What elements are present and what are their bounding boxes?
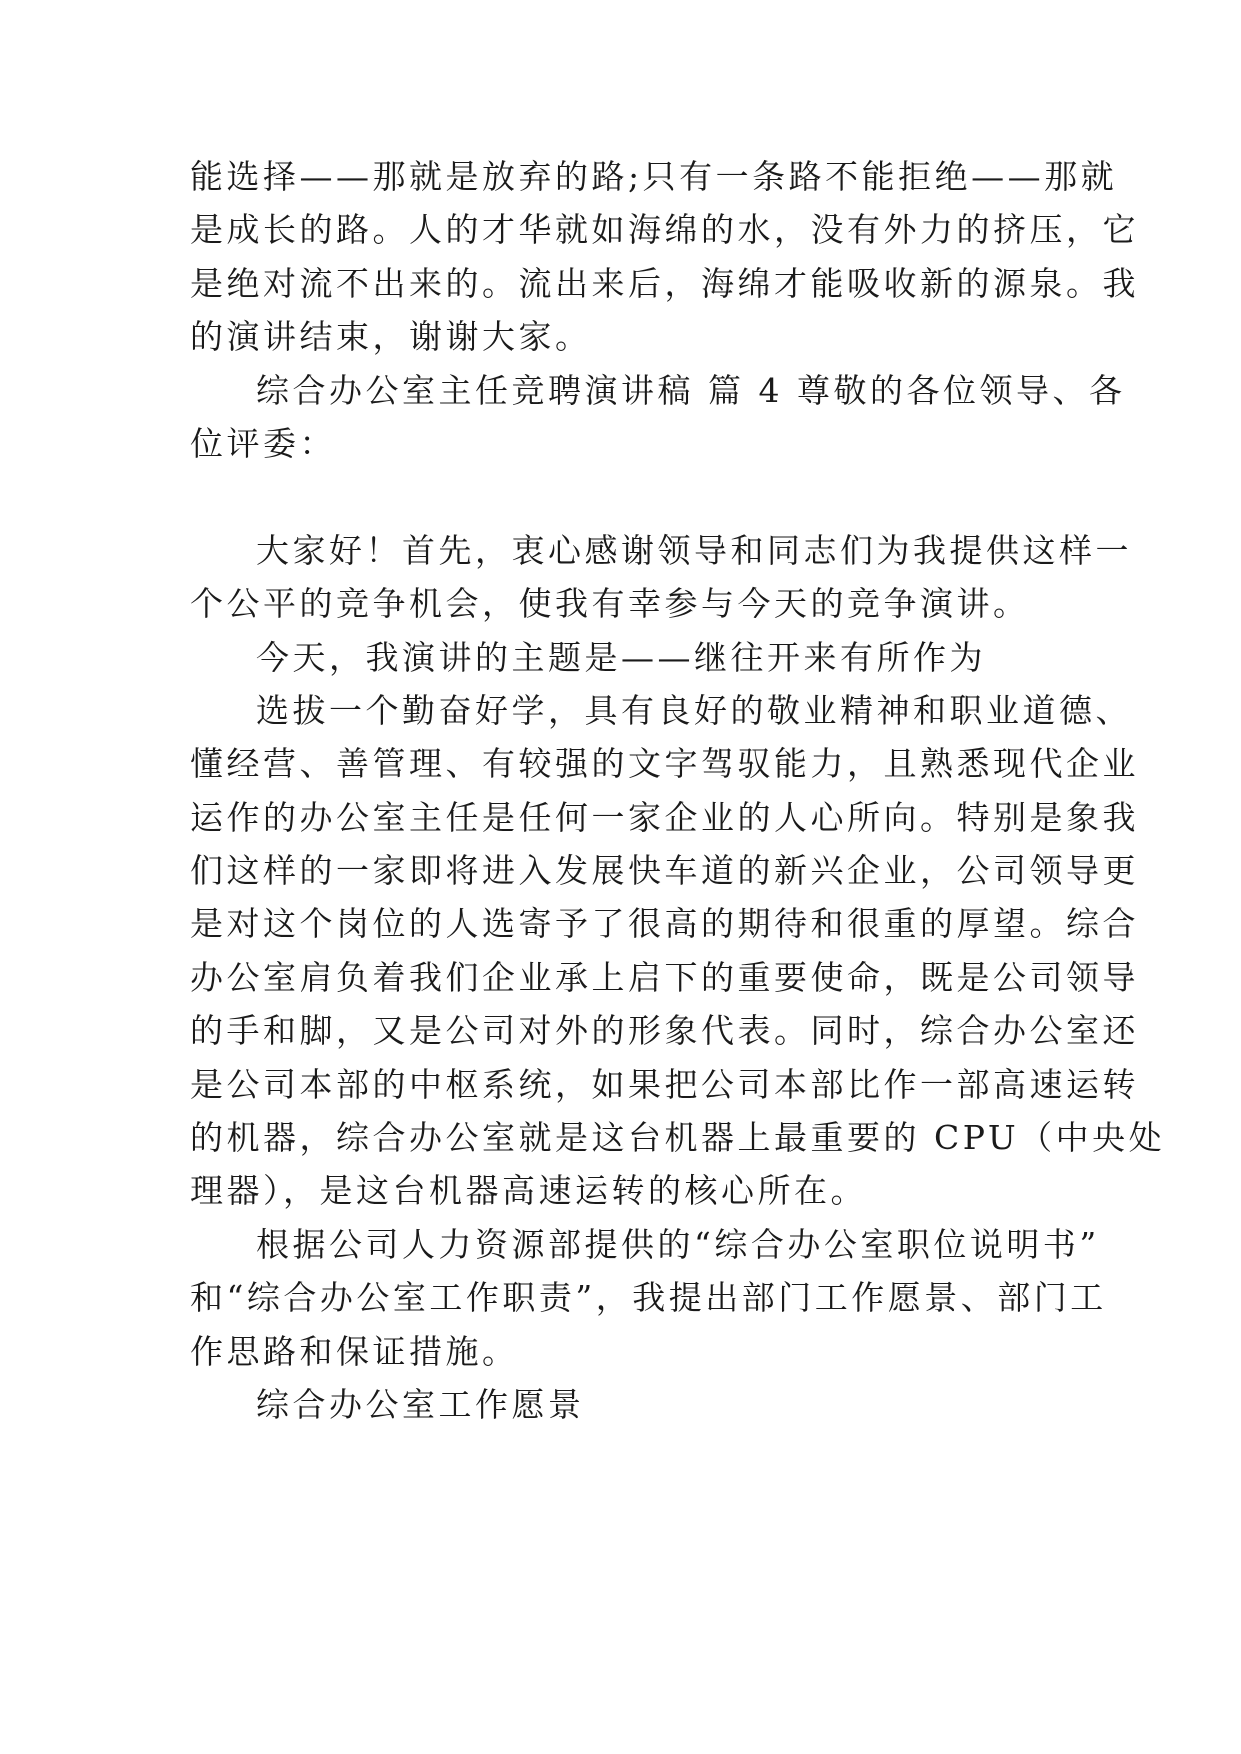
text-line: 们这样的一家即将进入发展快车道的新兴企业，公司领导更	[190, 851, 1139, 891]
text-line: 是对这个岗位的人选寄予了很高的期待和很重的厚望。综合	[190, 904, 1139, 944]
text-line: 和“综合办公室工作职责”，我提出部门工作愿景、部门工	[190, 1278, 1107, 1318]
text-line: 的机器，综合办公室就是这台机器上最重要的 CPU（中央处	[190, 1118, 1166, 1158]
text-line: 作思路和保证措施。	[190, 1331, 519, 1371]
text-line: 位评委：	[190, 423, 336, 463]
document-body	[190, 150, 1166, 1431]
text-line: 是成长的路。人的才华就如海绵的水，没有外力的挤压，它	[190, 210, 1139, 250]
text-line: 根据公司人力资源部提供的“综合办公室职位说明书”	[256, 1224, 1100, 1264]
text-line: 选拔一个勤奋好学，具有良好的敬业精神和职业道德、	[256, 690, 1132, 730]
section-heading-line: 综合办公室工作愿景	[256, 1384, 585, 1424]
text-line: 运作的办公室主任是任何一家企业的人心所向。特别是象我	[190, 797, 1139, 837]
text-line: 是公司本部的中枢系统，如果把公司本部比作一部高速运转	[190, 1064, 1139, 1104]
text-line: 大家好！首先，衷心感谢领导和同志们为我提供这样一	[256, 530, 1132, 570]
text-line: 理器），是这台机器高速运转的核心所在。	[190, 1171, 867, 1211]
text-line: 能选择——那就是放弃的路;只有一条路不能拒绝——那就	[190, 157, 1118, 196]
text-line: 懂经营、善管理、有较强的文字驾驭能力，且熟悉现代企业	[190, 744, 1139, 784]
text-line: 是绝对流不出来的。流出来后，海绵才能吸收新的源泉。我	[190, 263, 1139, 303]
text-line: 办公室肩负着我们企业承上启下的重要使命，既是公司领导	[190, 957, 1139, 997]
paragraph-gap	[190, 470, 1040, 523]
text-line: 今天，我演讲的主题是——继往开来有所作为	[256, 637, 986, 677]
text-line: 的手和脚，又是公司对外的形象代表。同时，综合办公室还	[190, 1011, 1139, 1051]
text-line: 的演讲结束，谢谢大家。	[190, 317, 592, 357]
section-heading-line: 综合办公室主任竞聘演讲稿 篇 4 尊敬的各位领导、各	[256, 370, 1126, 410]
text-line: 个公平的竞争机会，使我有幸参与今天的竞争演讲。	[190, 584, 1030, 624]
